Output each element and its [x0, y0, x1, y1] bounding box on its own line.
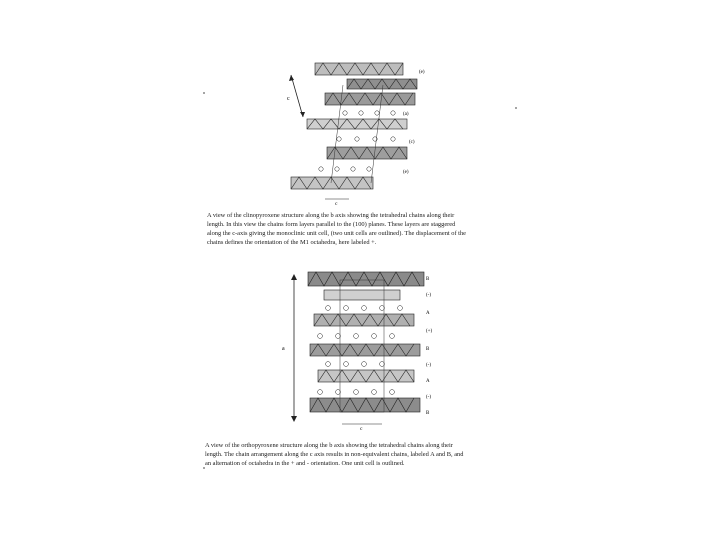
tetrahedral-chain-row-2: [324, 290, 400, 300]
tetrahedral-chain-row-4: [310, 344, 420, 356]
cation-circles-row-2: [337, 137, 395, 141]
layer-label-e-bottom: (e): [403, 170, 409, 175]
c-axis-arrow-head-top: [289, 75, 294, 81]
vertical-axis-label: a: [282, 346, 285, 352]
clinopyroxene-structure-figure: [285, 55, 445, 205]
cation-circles-row-2: [318, 334, 395, 339]
caption-line: length. The chain arrangement along the c axis results in non-equivalent chains, labeled A and B, and: [205, 451, 464, 458]
orientation-label: (+): [426, 329, 433, 334]
a-axis-arrow-head-bottom: [291, 416, 297, 422]
scan-speck: [515, 107, 517, 109]
layer-label-a: (a): [403, 112, 409, 117]
caption-line: along the c-axis giving the monoclinic unit cell, (two unit cells are outlined). The displacement of the: [207, 230, 466, 237]
caption-line: an alternation of octahedra in the + and - orientation. One unit cell is outlined.: [205, 460, 405, 467]
horizontal-axis-label: c: [335, 201, 338, 205]
orientation-label: (-): [426, 293, 431, 298]
chain-label-B: B: [426, 277, 430, 282]
orientation-label: (-): [426, 395, 431, 400]
layer-label-e-top: (e): [419, 70, 425, 75]
cation-circles-row-3: [319, 167, 371, 171]
caption-line: A view of the orthopyroxene structure along the b axis showing the tetrahedral chains along their: [205, 442, 453, 449]
chain-label-B: B: [426, 347, 430, 352]
caption-line: A view of the clinopyroxene structure along the b axis showing the tetrahedral chains along their: [207, 212, 455, 219]
scan-speck: [203, 467, 205, 469]
vertical-axis-label: c: [287, 96, 290, 102]
a-axis-arrow-head-top: [291, 274, 297, 280]
scan-speck: [203, 92, 205, 94]
tetrahedral-chain-row-3: [314, 314, 414, 326]
tetrahedral-chain-row-4: [327, 147, 407, 159]
chain-label-B: B: [426, 411, 430, 416]
layer-label-c: (c): [409, 140, 415, 145]
cation-circles-row-1: [343, 111, 395, 115]
tetrahedral-chain-row-3: [307, 119, 407, 129]
horizontal-axis-label: c: [360, 426, 363, 430]
tetrahedral-chain-row-2: [325, 93, 415, 105]
c-axis-arrow-line: [291, 75, 303, 117]
caption-line: chains defines the orientation of the M1 octahedra, here labeled +.: [207, 239, 377, 246]
chain-label-A: A: [426, 311, 430, 316]
tetrahedral-chain-row-6: [310, 398, 420, 412]
cation-circles-row-3: [326, 362, 385, 367]
tetrahedral-chain-row-1: [308, 272, 424, 286]
caption-line: length. In this view the chains form layers parallel to the (100) planes. These layers are staggered: [207, 221, 456, 228]
cation-circles-row-4: [318, 390, 395, 395]
chain-label-A: A: [426, 379, 430, 384]
orthopyroxene-caption: [205, 441, 463, 468]
tetrahedral-chain-row-5: [291, 177, 373, 189]
tetrahedral-chain-row-1: [315, 63, 417, 89]
tetrahedral-chain-row-5: [318, 370, 414, 382]
cation-circles-row-1: [326, 306, 403, 311]
orthopyroxene-structure-figure: [280, 270, 450, 430]
clinopyroxene-caption: [207, 211, 466, 247]
orientation-label: (-): [426, 363, 431, 368]
